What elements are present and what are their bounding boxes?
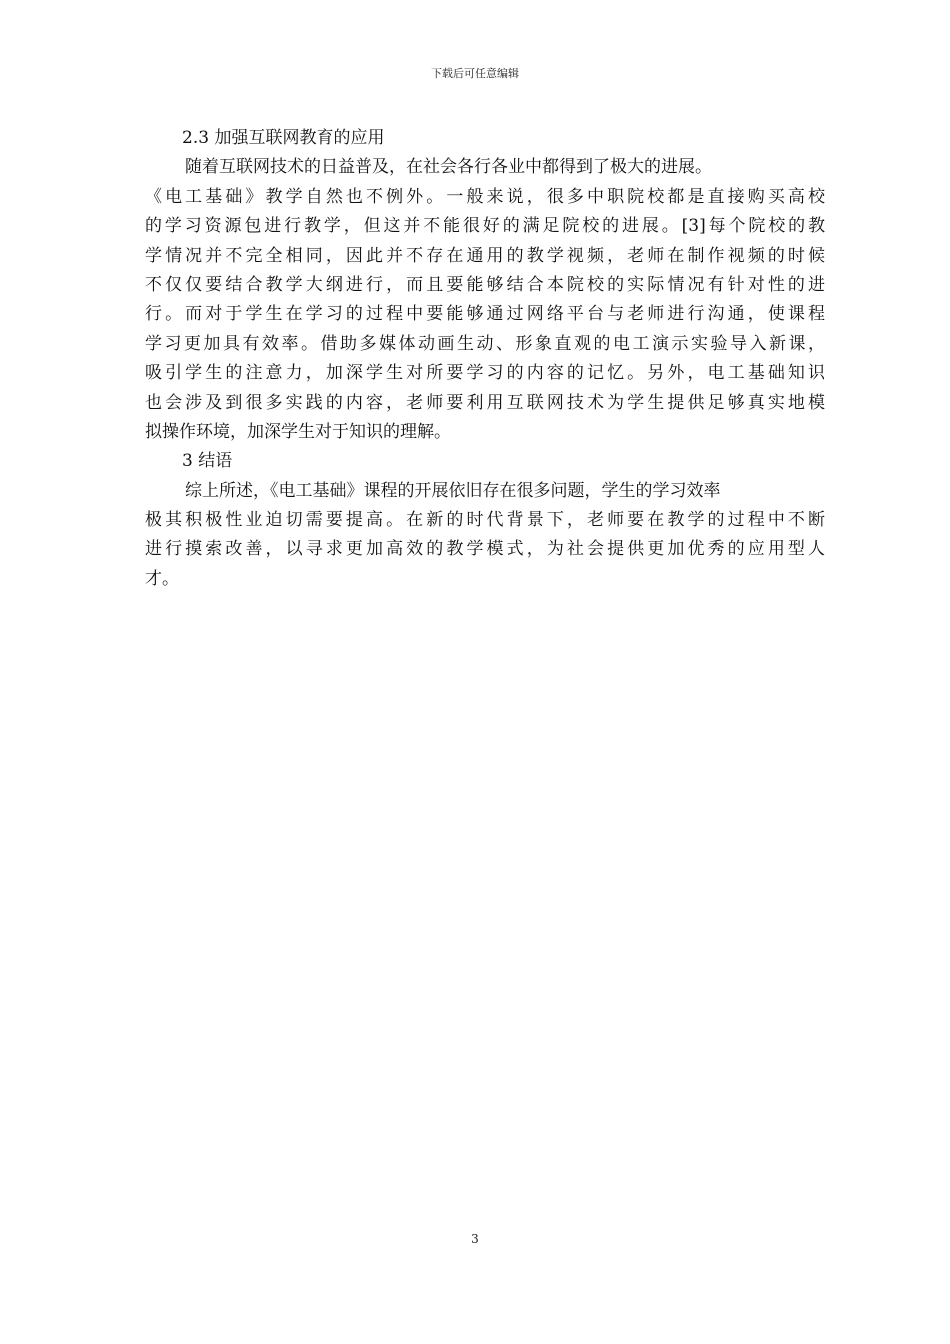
paragraph-line: 才。	[145, 568, 179, 589]
paragraph-line: 《电工基础》教学自然也不例外。一般来说，很多中职院校都是直接购买高校	[145, 186, 825, 207]
paragraph-line: 行。而对于学生在学习的过程中要能够通过网络平台与老师进行沟通，使课程	[145, 304, 825, 325]
page-number: 3	[471, 1232, 479, 1246]
paragraph-line: 也会涉及到很多实践的内容，老师要利用互联网技术为学生提供足够真实地模	[145, 392, 825, 413]
paragraph-line: 进行摸索改善，以寻求更加高效的教学模式，为社会提供更加优秀的应用型人	[145, 539, 825, 560]
page-header: 下载后可任意编辑	[431, 67, 519, 80]
paragraph-line: 学情况并不完全相同，因此并不存在通用的教学视频，老师在制作视频的时候	[145, 245, 825, 266]
paragraph-line: 吸引学生的注意力，加深学生对所要学习的内容的记忆。另外，电工基础知识	[145, 363, 825, 384]
section-heading-2-3: 2.3 加强互联网教育的应用	[182, 128, 385, 148]
section-heading-3: 3 结语	[182, 451, 233, 472]
paragraph-line: 拟操作环境，加深学生对于知识的理解。	[145, 421, 451, 442]
paragraph-line: 不仅仅要结合教学大纲进行，而且要能够结合本院校的实际情况有针对性的进	[145, 274, 825, 295]
paragraph-line: 学习更加具有效率。借助多媒体动画生动、形象直观的电工演示实验导入新课，	[145, 333, 825, 354]
document-body	[145, 124, 825, 594]
paragraph-line: 极其积极性业迫切需要提高。在新的时代背景下，老师要在教学的过程中不断	[145, 510, 825, 531]
paragraph-line: 的学习资源包进行教学，但这并不能很好的满足院校的进展。[3]每个院校的教	[145, 216, 825, 237]
paragraph-line: 综上所述，《电工基础》课程的开展依旧存在很多问题，学生的学习效率	[185, 480, 721, 501]
paragraph-line: 随着互联网技术的日益普及，在社会各行各业中都得到了极大的进展。	[185, 157, 712, 178]
